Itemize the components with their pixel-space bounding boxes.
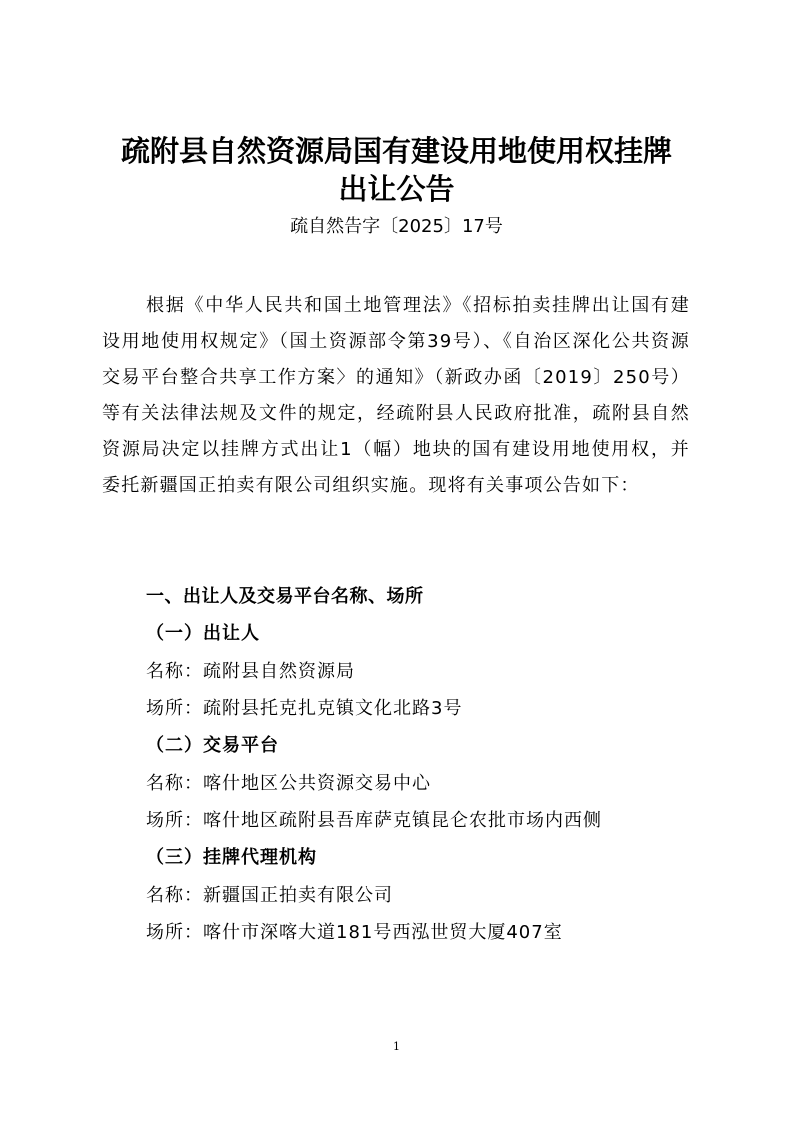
sub1-heading: （一）出让人 [146, 623, 260, 644]
sub3-location: 场所：喀什市深喀大道181号西泓世贸大厦407室 [146, 922, 563, 943]
announcement-title-line2: 出让公告 [338, 172, 455, 206]
section1-heading: 一、出让人及交易平台名称、场所 [146, 586, 424, 607]
sub2-location: 场所：喀什地区疏附县吾库萨克镇昆仑农批市场内西侧 [146, 810, 602, 831]
sub3-heading: （三）挂牌代理机构 [146, 847, 317, 868]
announcement-title-line1: 疏附县自然资源局国有建设用地使用权挂牌 [120, 134, 672, 168]
document-number: 疏自然告字〔2025〕17号 [290, 216, 503, 237]
intro-paragraph: 根据《中华人民共和国土地管理法》《招标拍卖挂牌出让国有建设用地使用权规定》（国土资源部令第39号）、《自治区深化公共资源交易平台整合共享工作方案〉的通知》（新政办函〔2019〕250号）等有关法律法规及文件的规定，经疏附县人民政府批准，疏附县自然资源局决定以挂牌方式出让1（幅）地块的国有建设用地使用权，并委托新疆国正拍卖有限公司组织实施。现将有关事项公告如下： [102, 295, 690, 496]
sub2-heading: （二）交易平台 [146, 735, 279, 756]
sub1-name: 名称：疏附县自然资源局 [146, 661, 355, 682]
sub1-location: 场所：疏附县托克扎克镇文化北路3号 [146, 698, 463, 719]
sub2-name: 名称：喀什地区公共资源交易中心 [146, 773, 431, 794]
sub3-name: 名称：新疆国正拍卖有限公司 [146, 885, 393, 906]
page-number: 1 [393, 1040, 400, 1053]
